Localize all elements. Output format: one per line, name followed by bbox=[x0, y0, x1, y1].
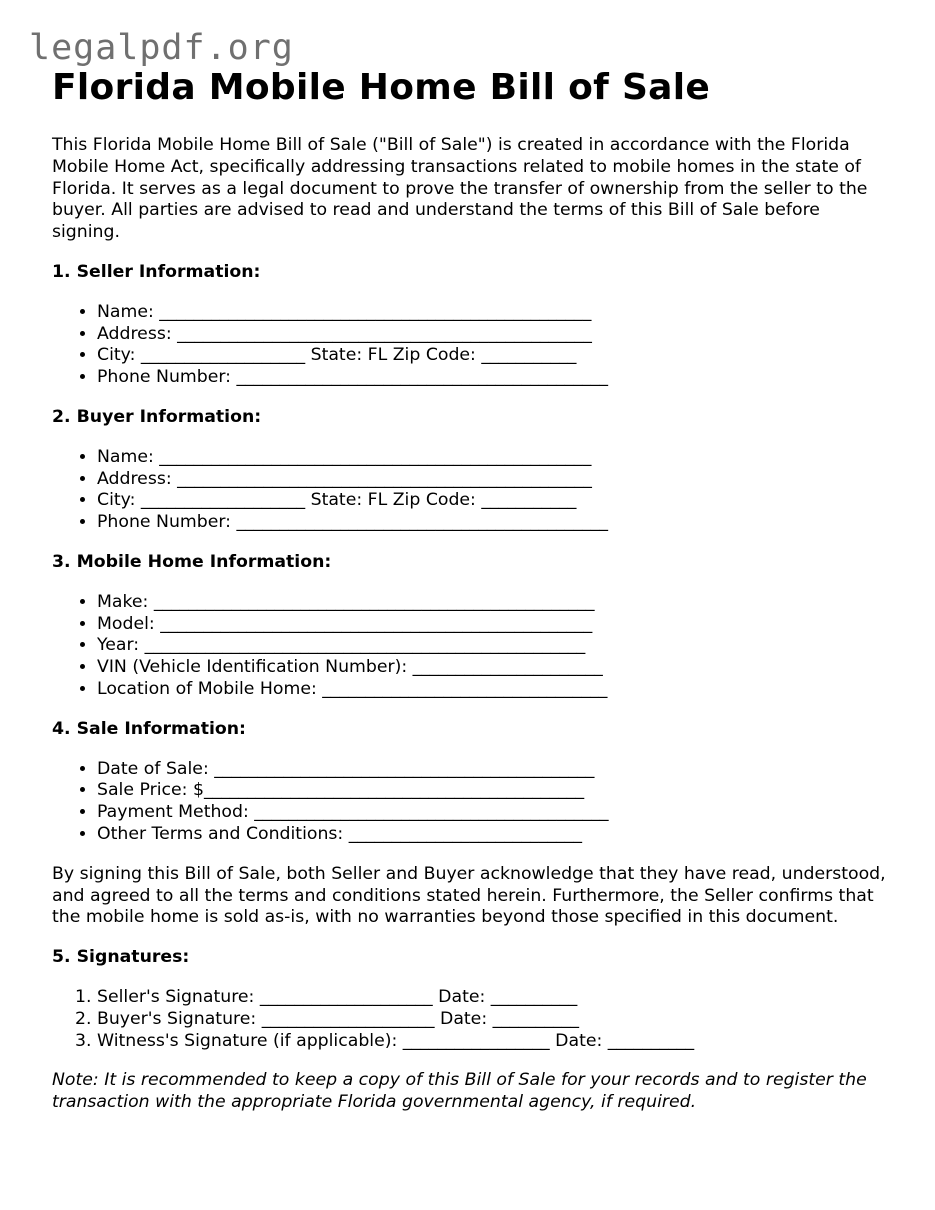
intro-paragraph: This Florida Mobile Home Bill of Sale ("Bill of Sale") is created in accordance with the Florida Mobile Home Act, specifically addressing transactions related to mobile homes in the state of Florida. It serves as a legal document to prove the transfer of ownership from the seller to the buyer. All parties are advised to read and understand the terms of this Bill of Sale before signing. bbox=[52, 135, 868, 243]
signatures-list bbox=[52, 987, 892, 1052]
witness-signature-line: 3. Witness's Signature (if applicable): _________________ Date: __________ bbox=[97, 1031, 892, 1053]
sale-date-field: • Date of Sale: ____________________________________________ bbox=[97, 759, 892, 781]
sale-other-terms-field: • Other Terms and Conditions: ___________________________ bbox=[97, 824, 892, 846]
sale-price-field: • Sale Price: $____________________________________________ bbox=[97, 780, 892, 802]
page-title: Florida Mobile Home Bill of Sale bbox=[52, 67, 711, 108]
seller-address-field: • Address: ________________________________________________ bbox=[97, 324, 892, 346]
seller-name-field: • Name: __________________________________________________ bbox=[97, 302, 892, 324]
home-vin-field: • VIN (Vehicle Identification Number): ______________________ bbox=[97, 657, 892, 679]
buyer-address-field: • Address: ________________________________________________ bbox=[97, 469, 892, 491]
seller-phone-field: • Phone Number: ___________________________________________ bbox=[97, 367, 892, 389]
watermark-text: legalpdf.org bbox=[29, 28, 294, 68]
home-section-heading: 3. Mobile Home Information: bbox=[52, 551, 332, 572]
buyer-fields-list bbox=[52, 447, 892, 534]
buyer-signature-line: 2. Buyer's Signature: ____________________ Date: __________ bbox=[97, 1009, 892, 1031]
buyer-name-field: • Name: __________________________________________________ bbox=[97, 447, 892, 469]
home-fields-list bbox=[52, 592, 892, 701]
document-body bbox=[52, 66, 892, 1114]
seller-city-state-zip-field: • City: ___________________ State: FL Zip Code: ___________ bbox=[97, 345, 892, 367]
home-model-field: • Model: __________________________________________________ bbox=[97, 614, 892, 636]
buyer-section-heading: 2. Buyer Information: bbox=[52, 406, 262, 427]
seller-signature-line: 1. Seller's Signature: ____________________ Date: __________ bbox=[97, 987, 892, 1009]
buyer-city-state-zip-field: • City: ___________________ State: FL Zip Code: ___________ bbox=[97, 490, 892, 512]
signatures-section-heading: 5. Signatures: bbox=[52, 947, 190, 968]
home-location-field: • Location of Mobile Home: _________________________________ bbox=[97, 679, 892, 701]
sale-fields-list bbox=[52, 759, 892, 846]
sale-section-heading: 4. Sale Information: bbox=[52, 718, 246, 739]
seller-fields-list bbox=[52, 302, 892, 389]
note-paragraph: Note: It is recommended to keep a copy of this Bill of Sale for your records and to register the transaction with the appropriate Florida governmental agency, if required. bbox=[52, 1070, 867, 1113]
home-year-field: • Year: ___________________________________________________ bbox=[97, 635, 892, 657]
sale-payment-method-field: • Payment Method: _________________________________________ bbox=[97, 802, 892, 824]
seller-section-heading: 1. Seller Information: bbox=[52, 261, 261, 282]
acknowledgement-paragraph: By signing this Bill of Sale, both Seller and Buyer acknowledge that they have read, understood, and agreed to all the terms and conditions stated herein. Furthermore, the Seller confirms that the mobile home is sold as-is, with no warranties beyond those specified in this document. bbox=[52, 863, 886, 928]
home-make-field: • Make: ___________________________________________________ bbox=[97, 592, 892, 614]
buyer-phone-field: • Phone Number: ___________________________________________ bbox=[97, 512, 892, 534]
